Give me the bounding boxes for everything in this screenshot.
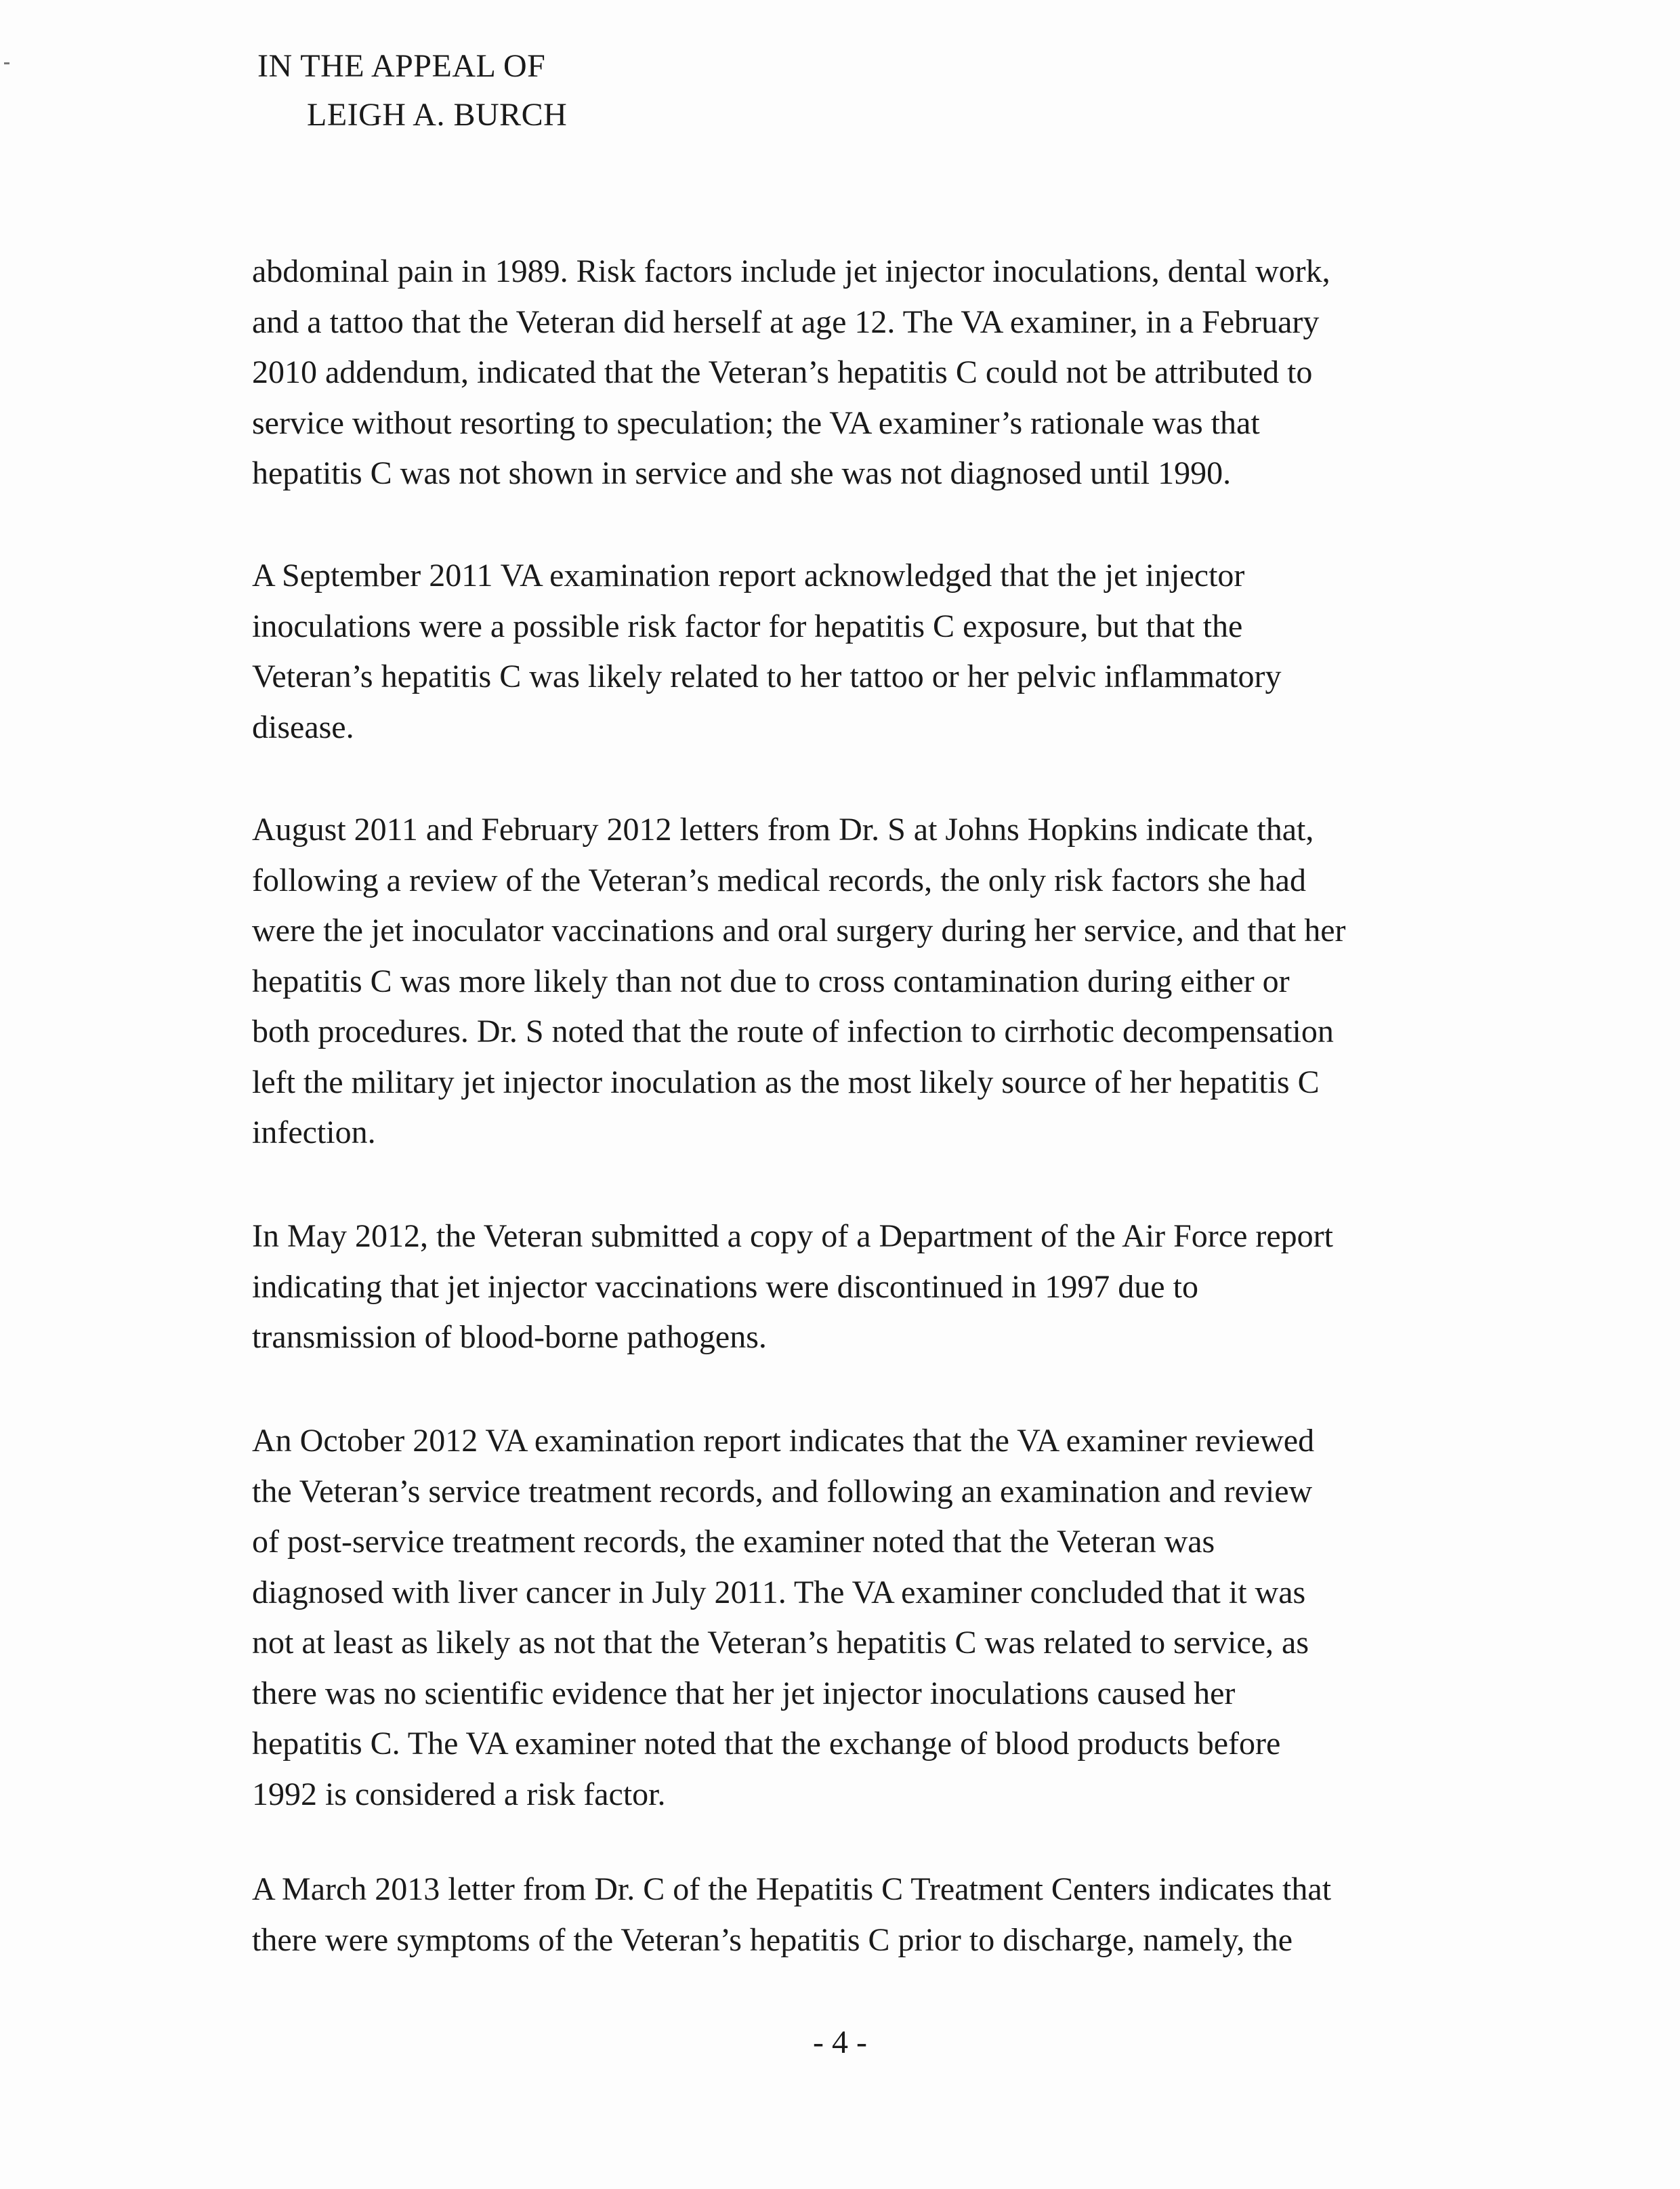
paragraph-text: August 2011 and February 2012 letters from Dr. S at Johns Hopkins indicate that, following a review of the Veteran’s medical records, the only risk factors she had were the jet inoculator vaccinations and oral surgery during her service, and that her hepatitis C was more likely than not due to cross contamination during either or both procedures. Dr. S noted that the route of infection to cirrhotic decompensation left the military jet injector inoculation as the most likely source of her hepatitis C infection. xyxy=(252,812,1346,1150)
case-header-title: IN THE APPEAL OF xyxy=(257,48,546,84)
paragraph-5 xyxy=(252,1416,1512,1820)
page-number: - 4 - xyxy=(813,2024,867,2060)
paragraph-1 xyxy=(252,247,1512,499)
paragraph-2 xyxy=(252,551,1512,753)
paragraph-4 xyxy=(252,1211,1512,1363)
paragraph-6 xyxy=(252,1864,1512,1965)
paragraph-3 xyxy=(252,805,1512,1159)
case-header xyxy=(257,42,567,140)
paragraph-text: A March 2013 letter from Dr. C of the Hepatitis C Treatment Centers indicates that there were symptoms of the Veteran’s hepatitis C prior to discharge, namely, the xyxy=(252,1871,1332,1958)
paragraph-text: abdominal pain in 1989. Risk factors include jet injector inoculations, dental work, and a tattoo that the Veteran did herself at age 12. The VA examiner, in a February 2010 addendum, indicated that the Veteran’s hepatitis C could not be attributed to service without resorting to speculation; the VA examiner’s rationale was that hepatitis C was not shown in service and she was not diagnosed until 1990. xyxy=(252,253,1330,491)
scan-artifact xyxy=(4,62,9,64)
paragraph-text: A September 2011 VA examination report acknowledged that the jet injector inoculations were a possible risk factor for hepatitis C exposure, but that the Veteran’s hepatitis C was likely related to her tattoo or her pelvic inflammatory disease. xyxy=(252,558,1282,745)
appellant-name: LEIGH A. BURCH xyxy=(307,97,568,133)
paragraph-text: In May 2012, the Veteran submitted a copy of a Department of the Air Force report indicating that jet injector vaccinations were discontinued in 1997 due to transmission of blood-borne pathogens. xyxy=(252,1218,1333,1355)
paragraph-text: An October 2012 VA examination report indicates that the VA examiner reviewed the Veteran’s service treatment records, and following an examination and review of post-service treatment records, the examiner noted that the Veteran was diagnosed with liver cancer in July 2011. The VA examiner concluded that it was not at least as likely as not that the Veteran’s hepatitis C was related to service, as there was no scientific evidence that her jet injector inoculations caused her hepatitis C. The VA examiner noted that the exchange of blood products before 1992 is considered a risk factor. xyxy=(252,1423,1315,1812)
